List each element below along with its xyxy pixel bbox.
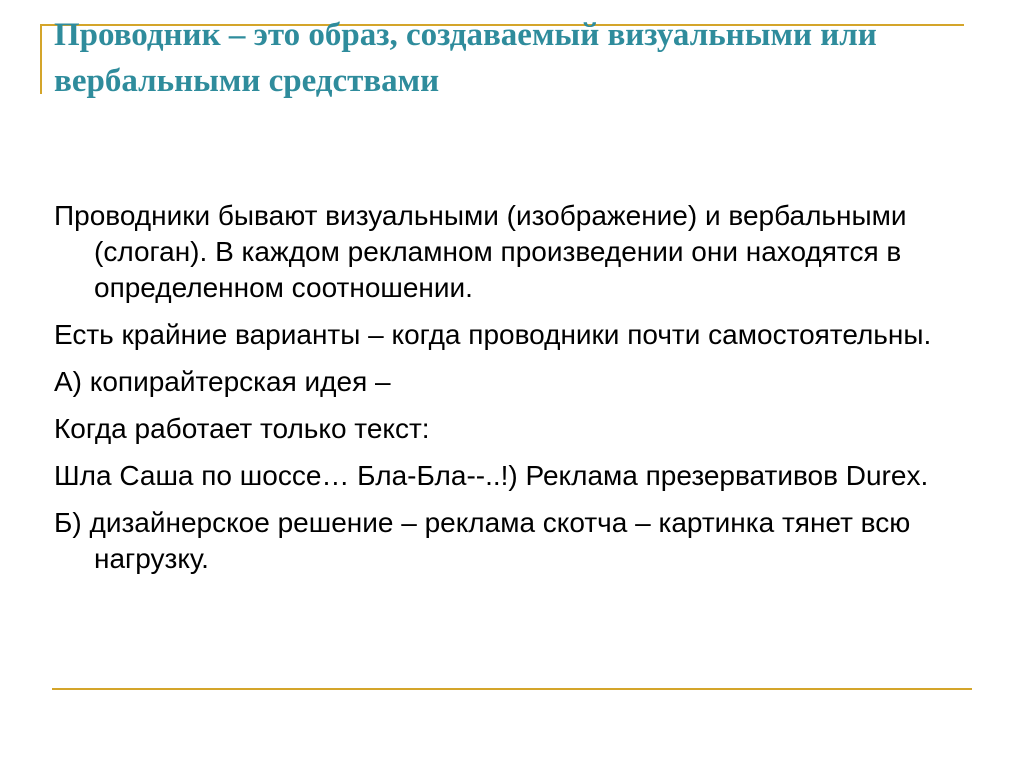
paragraph: А) копирайтерская идея – <box>54 366 391 397</box>
paragraph: Есть крайние варианты – когда проводники почти самостоятельны. <box>54 319 932 350</box>
bottom-divider-line <box>52 688 972 690</box>
paragraph: Когда работает только текст: <box>54 413 430 444</box>
slide-body <box>54 198 954 588</box>
slide-title: Проводник – это образ, создаваемый визуальными или вербальными средствами <box>54 17 877 99</box>
paragraph: Б) дизайнерское решение – реклама скотча – картинка тянет всю нагрузку. <box>54 507 911 574</box>
paragraph: Шла Саша по шоссе… Бла-Бла--..!) Реклама презервативов Durex. <box>54 460 929 491</box>
paragraph: Проводники бывают визуальными (изображение) и вербальными (слоган). В каждом рекламном произведении они находятся в определенном соотношении. <box>54 200 907 303</box>
left-accent-line <box>40 24 42 94</box>
